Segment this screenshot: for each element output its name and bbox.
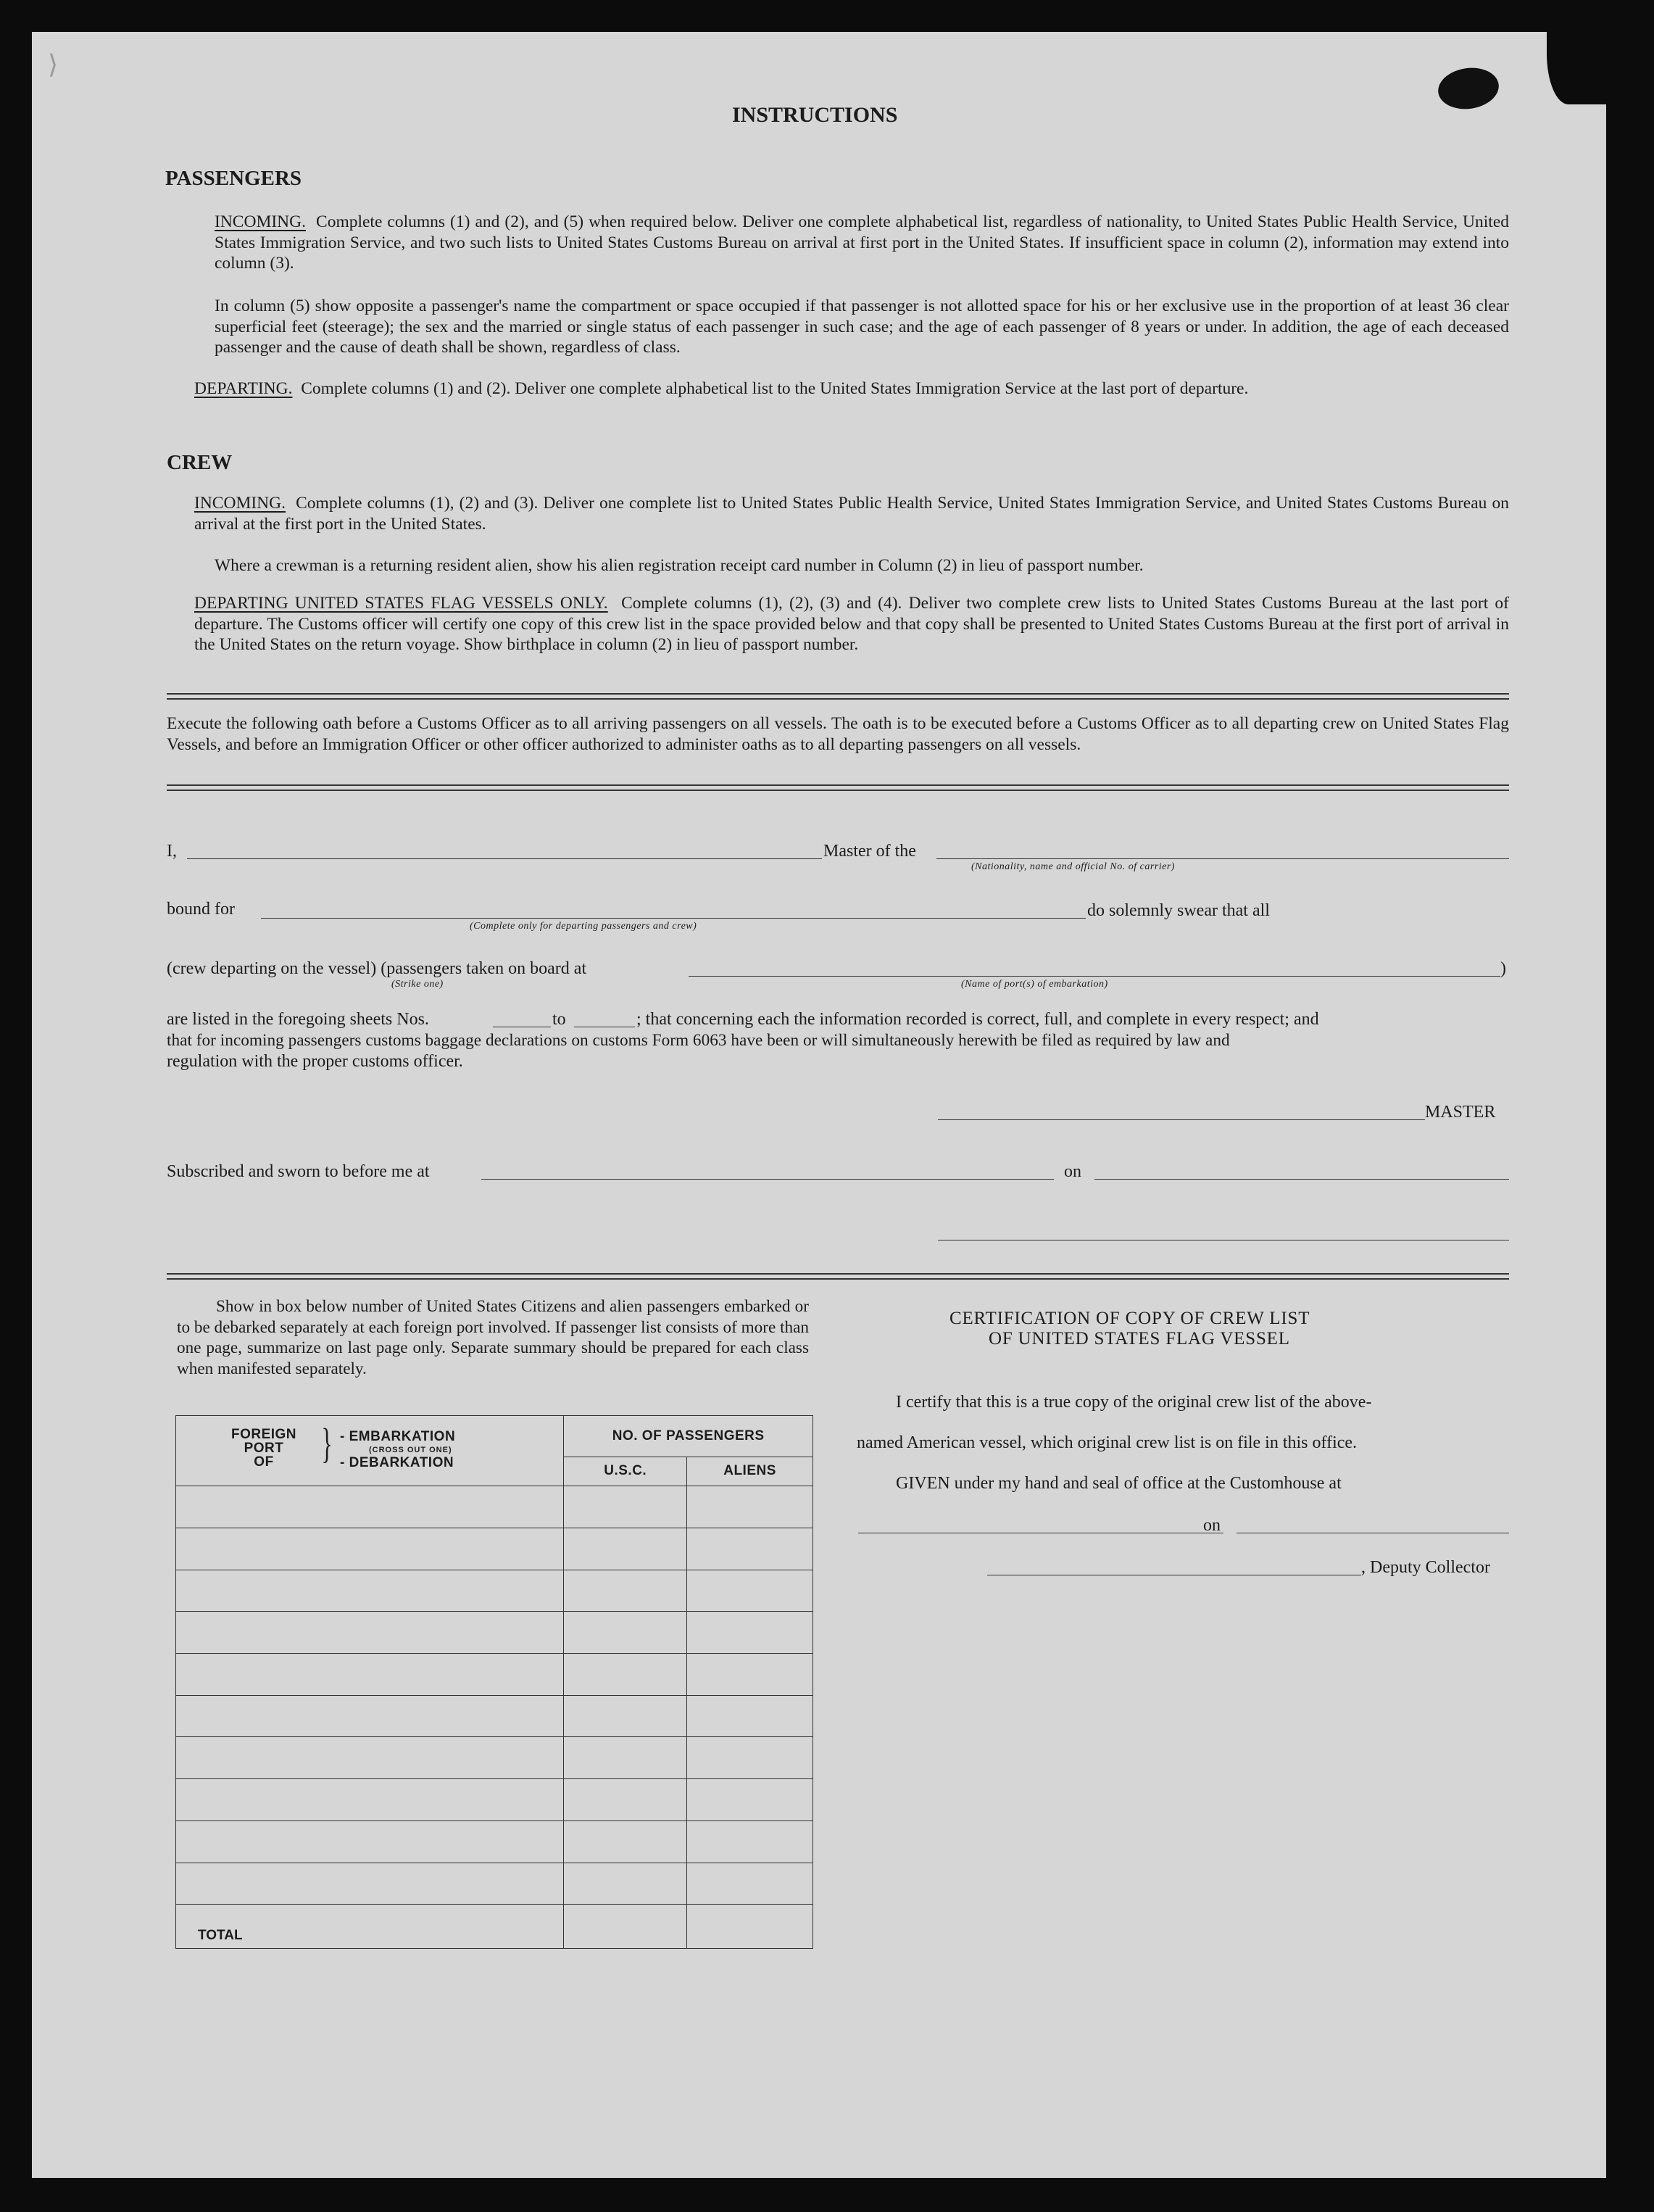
usc-cell[interactable]: [564, 1779, 687, 1821]
master-label: MASTER: [1425, 1103, 1496, 1122]
port-cell[interactable]: [176, 1779, 564, 1821]
deputy-collector: , Deputy Collector: [1361, 1558, 1490, 1577]
crew-passengers-text: (crew departing on the vessel) (passengers taken on board at: [167, 959, 587, 978]
total-aliens-cell[interactable]: [687, 1905, 813, 1949]
torn-corner: [1547, 32, 1606, 104]
port-cell[interactable]: [176, 1654, 564, 1696]
passenger-summary-table: [175, 1415, 813, 1949]
crew-incoming-label: INCOMING.: [194, 494, 286, 513]
bound-for-line[interactable]: [261, 918, 1086, 919]
aliens-cell[interactable]: [687, 1695, 813, 1737]
usc-cell[interactable]: [564, 1737, 687, 1779]
oath-i: I,: [167, 842, 177, 861]
table-row: [176, 1695, 813, 1737]
table-row: [176, 1820, 813, 1863]
total-usc-cell[interactable]: [564, 1905, 687, 1949]
port-header: [176, 1416, 564, 1486]
no-of-passengers-header: NO. OF PASSENGERS: [564, 1416, 813, 1457]
total-label: TOTAL: [176, 1905, 564, 1949]
master-of-the: Master of the: [823, 842, 916, 861]
given-on: on: [1203, 1516, 1221, 1535]
subscribed-date-line[interactable]: [1094, 1179, 1509, 1180]
table-row: [176, 1863, 813, 1905]
port-cell[interactable]: [176, 1612, 564, 1654]
oath-instructions: Execute the following oath before a Customs Officer as to all arriving passengers on all vessels. The oath is to be executed before a Customs Officer as to all departing crew on United States Flag Vessels, and before an Immigration Officer or other officer authorized to administer oaths as to all departing passengers on all vessels.: [167, 714, 1509, 754]
aliens-cell[interactable]: [687, 1654, 813, 1696]
close-paren: ): [1500, 959, 1506, 978]
usc-cell[interactable]: [564, 1528, 687, 1570]
divider-2: [167, 784, 1509, 791]
subscribed-text: Subscribed and sworn to before me at: [167, 1162, 430, 1181]
crew-departing: [194, 593, 1509, 655]
table-row: [176, 1612, 813, 1654]
port-cell[interactable]: [176, 1737, 564, 1779]
certify-line-1: I certify that this is a true copy of the original crew list of the above-: [896, 1393, 1372, 1412]
aliens-cell[interactable]: [687, 1820, 813, 1863]
swear-text: do solemnly swear that all: [1087, 901, 1270, 920]
crew-resident: [215, 555, 1509, 576]
ink-blot: [1436, 64, 1502, 112]
passengers-incoming: [215, 212, 1509, 274]
bound-for: bound for: [167, 900, 235, 919]
total-row: [176, 1905, 813, 1949]
passengers-column5-text: In column (5) show opposite a passenger's name the compartment or space occupied if that passenger is not allotted space for his or her exclusive use in the proportion of at least 36 clear superficial feet (steerage); the sex and the married or single status of each passenger in such case; and the age of each passenger of 8 years or under. In addition, the age of each deceased passenger and the cause of death shall be shown, regardless of class.: [215, 297, 1509, 357]
usc-header: U.S.C.: [564, 1457, 687, 1486]
aliens-cell[interactable]: [687, 1612, 813, 1654]
table-row: [176, 1654, 813, 1696]
usc-cell[interactable]: [564, 1570, 687, 1612]
table-header-row: [176, 1416, 813, 1457]
document-page: [32, 32, 1606, 2178]
port-cell[interactable]: [176, 1820, 564, 1863]
crew-departing-text: Complete columns (1), (2), (3) and (4). Deliver two complete crew lists to United States Customs Bureau at the last port of departure. The Customs officer will certify one copy of this crew list in the space provided below and that copy shall be presented to United States Customs Bureau at the first port of arrival in the United States on the return voyage. Show birthplace in column (2) in lieu of passport number.: [194, 594, 1510, 655]
passengers-departing: [194, 378, 1509, 399]
table-row: [176, 1570, 813, 1612]
usc-cell[interactable]: [564, 1486, 687, 1528]
aliens-cell[interactable]: [687, 1863, 813, 1905]
passengers-incoming-text: Complete columns (1) and (2), and (5) when required below. Deliver one complete alphabetical list, regardless of nationality, to United States Public Health Service, United States Immigration Service, and two such lists to United States Customs Bureau on arrival at first port in the United States. If insufficient space in column (2), information may extend into column (3).: [215, 212, 1509, 273]
bound-caption: (Complete only for departing passengers and crew): [470, 921, 697, 932]
crew-incoming-text: Complete columns (1), (2) and (3). Deliver one complete list to United States Public Health Service, United States Immigration Service, and United States Customs Bureau on arrival at the first port in the United States.: [194, 494, 1509, 534]
header-foreign: FOREIGN: [230, 1427, 297, 1443]
header-debarkation: - DEBARKATION: [340, 1455, 454, 1471]
crew-heading: CREW: [167, 451, 233, 474]
carrier-line[interactable]: [936, 858, 1509, 859]
port-cell[interactable]: [176, 1570, 564, 1612]
header-cross-out: (CROSS OUT ONE): [369, 1446, 452, 1455]
port-cell[interactable]: [176, 1528, 564, 1570]
table-body: [176, 1486, 813, 1949]
page-title: INSTRUCTIONS: [732, 103, 898, 127]
usc-cell[interactable]: [564, 1612, 687, 1654]
listed-to: to: [552, 1010, 566, 1029]
header-port: PORT: [244, 1441, 284, 1457]
subscribed-place-line[interactable]: [481, 1179, 1054, 1180]
brace-icon: }: [321, 1420, 333, 1467]
aliens-cell[interactable]: [687, 1779, 813, 1821]
crew-resident-text: Where a crewman is a returning resident alien, show his alien registration receipt card number in Column (2) in lieu of passport number.: [215, 556, 1144, 575]
carrier-caption: (Nationality, name and official No. of carrier): [971, 861, 1175, 872]
port-cell[interactable]: [176, 1486, 564, 1528]
listed-pre: are listed in the foregoing sheets Nos.: [167, 1010, 429, 1029]
passengers-column5: [215, 296, 1509, 358]
master-name-line[interactable]: [187, 858, 822, 859]
given-text: GIVEN under my hand and seal of office at the Customhouse at: [896, 1474, 1342, 1493]
certification-title-1: CERTIFICATION OF COPY OF CREW LIST: [949, 1309, 1310, 1328]
crew-incoming: [194, 493, 1509, 534]
port-cell[interactable]: [176, 1695, 564, 1737]
usc-cell[interactable]: [564, 1654, 687, 1696]
usc-cell[interactable]: [564, 1695, 687, 1737]
aliens-header: ALIENS: [687, 1457, 813, 1486]
aliens-cell[interactable]: [687, 1486, 813, 1528]
passengers-incoming-label: INCOMING.: [215, 212, 306, 231]
passengers-departing-text: Complete columns (1) and (2). Deliver one complete alphabetical list to the United States Immigration Service at the last port of departure.: [301, 379, 1249, 398]
usc-cell[interactable]: [564, 1863, 687, 1905]
divider-3: [167, 1273, 1509, 1280]
ports-caption: (Name of port(s) of embarkation): [961, 979, 1108, 990]
header-of: OF: [254, 1454, 274, 1470]
table-row: [176, 1486, 813, 1528]
passengers-departing-label: DEPARTING.: [194, 379, 293, 398]
master-signature-line[interactable]: [938, 1119, 1425, 1120]
crew-departing-label: DEPARTING UNITED STATES FLAG VESSELS ONLY.: [194, 594, 608, 613]
header-embarkation: - EMBARKATION: [340, 1429, 456, 1445]
embarkation-port-line[interactable]: [689, 976, 1500, 977]
margin-mark: ⟩: [48, 50, 59, 79]
aliens-cell[interactable]: [687, 1570, 813, 1612]
listed-line2: that for incoming passengers customs baggage declarations on customs Form 6063 have been or will simultaneously herewith be filed as required by law and: [167, 1031, 1230, 1050]
aliens-cell[interactable]: [687, 1737, 813, 1779]
table-row: [176, 1779, 813, 1821]
listed-line3: regulation with the proper customs officer.: [167, 1052, 463, 1071]
usc-cell[interactable]: [564, 1820, 687, 1863]
table-row: [176, 1737, 813, 1779]
strike-caption: (Strike one): [391, 979, 444, 990]
divider-1: [167, 693, 1509, 700]
subscribed-on: on: [1064, 1162, 1081, 1181]
certification-title-2: OF UNITED STATES FLAG VESSEL: [989, 1329, 1290, 1349]
aliens-cell[interactable]: [687, 1528, 813, 1570]
port-cell[interactable]: [176, 1863, 564, 1905]
table-row: [176, 1528, 813, 1570]
passengers-heading: PASSENGERS: [165, 167, 302, 190]
listed-post: ; that concerning each the information recorded is correct, full, and complete in every respect; and: [636, 1010, 1319, 1029]
summary-instructions: Show in box below number of United States Citizens and alien passengers embarked or to be debarked separately at each foreign port involved. If passenger list consists of more than one page, summarize on last page only. Separate summary should be prepared for each class when manifested separately.: [177, 1297, 809, 1379]
certify-line-2: named American vessel, which original crew list is on file in this office.: [857, 1433, 1358, 1452]
